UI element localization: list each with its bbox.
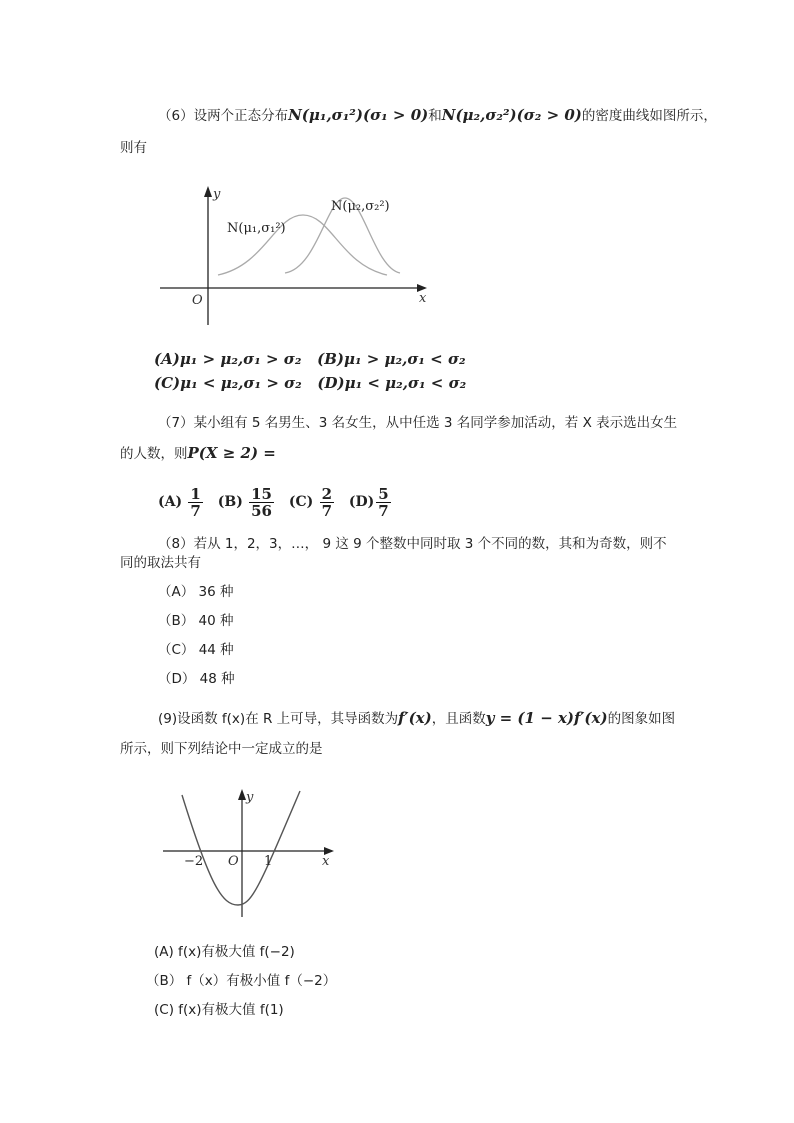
q7-option-a-fraction (188, 486, 202, 519)
q9-line2: 所示，则下列结论中一定成立的是 (120, 741, 323, 757)
q6-option-b: (B)μ₁ > μ₂,σ₁ < σ₂ (317, 350, 466, 368)
q7-option-d-num: 5 (378, 484, 389, 503)
q6-options-row2 (154, 374, 466, 392)
q8-option-b: （B） 40 种 (158, 613, 234, 629)
q6-options-row1 (154, 350, 466, 368)
q6-normal-density-graph (155, 180, 435, 330)
q8-option-a: （A） 36 种 (158, 584, 234, 600)
q6-y-label: y (213, 187, 221, 202)
q6-origin-label: O (192, 293, 203, 308)
q7-option-c-num: 2 (321, 484, 332, 503)
q7-options (158, 484, 393, 520)
q6-text-c: 的密度曲线如图所示， (581, 108, 717, 124)
q9-y-label: y (246, 790, 254, 805)
q6-curve1-label: N(μ₁,σ₁²) (227, 221, 286, 236)
q6-option-a: (A)μ₁ > μ₂,σ₁ > σ₂ (154, 350, 302, 368)
q7-option-a-label: (A) (158, 494, 183, 510)
q9-tick-neg2: −2 (184, 854, 204, 869)
q6-y-arrow (204, 186, 212, 197)
q6-text-b: 和 (428, 108, 442, 124)
q7-option-b-label: (B) (217, 494, 243, 510)
q7-option-c-fraction (320, 486, 334, 519)
q8-option-c: （C） 44 种 (158, 642, 234, 658)
q8-line1: （8）若从 1，2，3，…， 9 这 9 个整数中同时取 3 个不同的数，其和为奇数，则不 (158, 536, 667, 552)
q6-dist1-formula: N(μ₁,σ₁²)(σ₁ > 0) (288, 106, 429, 124)
q7-option-a-den: 7 (190, 501, 201, 520)
q6-option-c: (C)μ₁ < μ₂,σ₁ > σ₂ (154, 374, 302, 392)
q9-option-a: (A) f(x)有极大值 f(−2) (154, 944, 295, 960)
q6-x-label: x (419, 291, 427, 306)
q7-option-b-fraction (249, 486, 274, 519)
q9-text-c: 的图象如图 (607, 711, 676, 727)
q7-option-d-fraction (376, 486, 390, 519)
q7-option-d-label: (D) (348, 494, 375, 510)
q9-text-b: ，且函数 (431, 711, 486, 727)
q7-formula: P(X ≥ 2) = (187, 444, 276, 462)
q9-line1 (158, 709, 675, 728)
q7-text: 的人数，则 (120, 446, 188, 462)
q9-option-b: （B） f（x）有极小值 f（−2） (146, 973, 337, 989)
q9-x-label: x (322, 854, 330, 869)
q9-text-a: (9)设函数 f(x)在 R 上可导，其导函数为 (158, 711, 399, 727)
q6-number: （6） (158, 108, 194, 124)
q9-option-c: (C) f(x)有极大值 f(1) (154, 1002, 284, 1018)
q7-option-c-label: (C) (288, 494, 314, 510)
q8-option-d: （D） 48 种 (158, 671, 235, 687)
q7-line2 (120, 444, 276, 463)
q7-line1: （7）某小组有 5 名男生、3 名女生，从中任选 3 名同学参加活动，若 X 表示选出女生 (158, 415, 678, 431)
q6-curve2-label: N(μ₂,σ₂²) (331, 199, 390, 214)
q9-origin-label: O (228, 854, 239, 869)
q9-derivative-formula: f′(x) (398, 709, 432, 727)
q8-line2: 同的取法共有 (120, 555, 201, 571)
q7-option-a-num: 1 (190, 484, 201, 503)
q6-dist2-formula: N(μ₂,σ₂²)(σ₂ > 0) (441, 106, 582, 124)
q6-option-d: (D)μ₁ < μ₂,σ₁ < σ₂ (317, 374, 467, 392)
q6-line1 (158, 106, 717, 125)
q6-line2: 则有 (120, 140, 147, 156)
q7-option-b-den: 56 (251, 501, 272, 520)
q9-tick-1: 1 (264, 854, 273, 869)
q9-function-graph (160, 785, 340, 920)
q9-curve (182, 791, 300, 905)
q7-option-b-num: 15 (251, 484, 272, 503)
q9-function-formula: y = (1 − x)f′(x) (485, 709, 608, 727)
q6-text-a: 设两个正态分布 (193, 108, 289, 124)
q7-option-c-den: 7 (321, 501, 332, 520)
q7-option-d-den: 7 (378, 501, 389, 520)
q9-y-arrow (238, 789, 246, 800)
